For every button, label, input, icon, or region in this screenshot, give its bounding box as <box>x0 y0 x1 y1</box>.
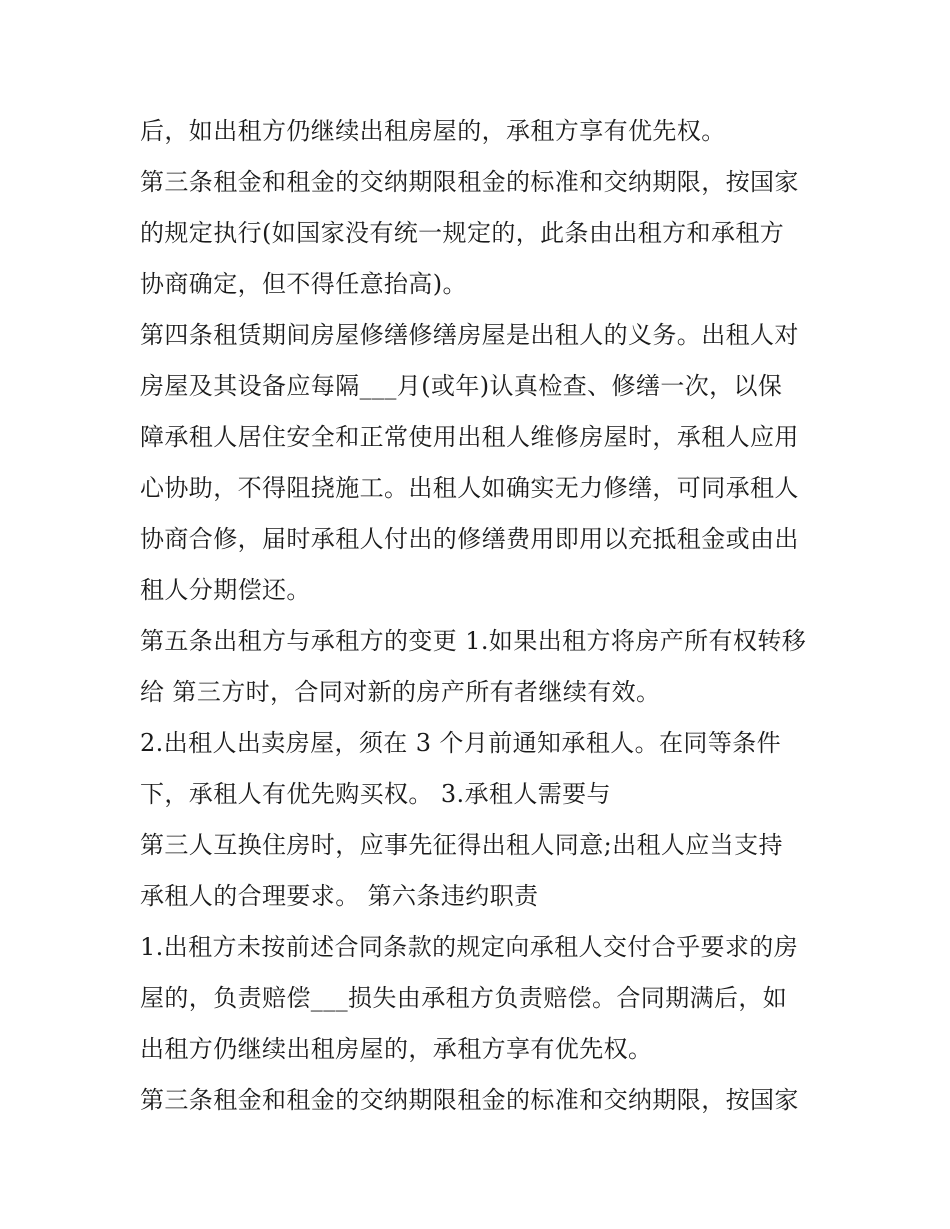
paragraph-line: 协商确定，但不得任意抬高)。 <box>140 270 467 298</box>
paragraph-line: 2.出租人出卖房屋，须在 3 个月前通知承租人。在同等条件 <box>140 729 782 757</box>
paragraph-line: 第四条租赁期间房屋修缮修缮房屋是出租人的义务。出租人对 <box>140 321 799 349</box>
paragraph-line: 后，如出租方仍继续出租房屋的，承租方享有优先权。 <box>140 117 726 145</box>
paragraph-line: 第三人互换住房时，应事先征得出租人同意;出租人应当支持 <box>140 831 783 859</box>
paragraph-line: 协商合修，届时承租人付出的修缮费用即用以充抵租金或由出 <box>140 525 799 553</box>
paragraph-line: 屋的，负责赔偿___损失由承租方负责赔偿。合同期满后，如 <box>140 984 788 1012</box>
paragraph-line: 心协助，不得阻挠施工。出租人如确实无力修缮，可同承租人 <box>140 474 799 502</box>
paragraph-line: 第五条出租方与承租方的变更 1.如果出租方将房产所有权转移 <box>140 627 807 655</box>
paragraph-line: 房屋及其设备应每隔___月(或年)认真检查、修缮一次，以保 <box>140 372 783 400</box>
paragraph-line: 第三条租金和租金的交纳期限租金的标准和交纳期限，按国家 <box>140 1086 799 1114</box>
paragraph-line: 下，承租人有优先购买权。 3.承租人需要与 <box>140 780 611 808</box>
paragraph-line: 出租方仍继续出租房屋的，承租方享有优先权。 <box>140 1035 653 1063</box>
paragraph-line: 承租人的合理要求。 第六条违约职责 <box>140 882 539 910</box>
paragraph-line: 1.出租方未按前述合同条款的规定向承租人交付合乎要求的房 <box>140 933 799 961</box>
paragraph-line: 给 第三方时，合同对新的房产所有者继续有效。 <box>140 678 661 706</box>
paragraph-line: 租人分期偿还。 <box>140 576 311 604</box>
paragraph-line: 第三条租金和租金的交纳期限租金的标准和交纳期限，按国家 <box>140 168 799 196</box>
document-body <box>140 106 830 1126</box>
paragraph-line: 障承租人居住安全和正常使用出租人维修房屋时，承租人应用 <box>140 423 799 451</box>
paragraph-line: 的规定执行(如国家没有统一规定的，此条由出租方和承租方 <box>140 219 785 247</box>
